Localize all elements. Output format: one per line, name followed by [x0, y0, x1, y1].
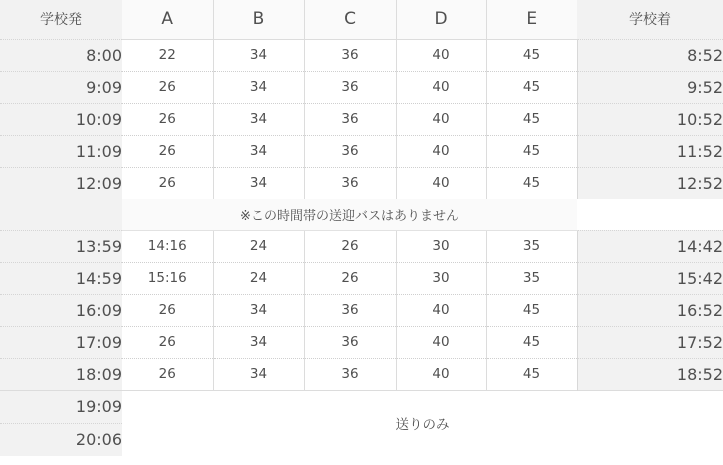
stop-time-a: 14:16 [122, 230, 213, 262]
stop-time-b: 24 [213, 262, 304, 294]
stop-time-c: 36 [304, 294, 396, 326]
stop-time-a: 26 [122, 71, 213, 103]
arrive-time: 10:52 [577, 103, 723, 135]
table-row [0, 230, 723, 262]
stop-time-e: 35 [486, 262, 577, 294]
stop-time-c: 36 [304, 103, 396, 135]
arrive-time: 9:52 [577, 71, 723, 103]
table-row [0, 39, 723, 71]
table-row [0, 390, 723, 423]
arrive-time: 11:52 [577, 135, 723, 167]
stop-time-d: 40 [396, 167, 486, 199]
stop-time-b: 34 [213, 71, 304, 103]
stop-time-c: 36 [304, 358, 396, 390]
stop-time-a: 26 [122, 326, 213, 358]
stop-header-a: A [122, 0, 213, 39]
arrive-time: 15:42 [577, 262, 723, 294]
stop-header-c: C [304, 0, 396, 39]
stop-time-e: 45 [486, 39, 577, 71]
stop-time-c: 36 [304, 71, 396, 103]
stop-time-d: 40 [396, 135, 486, 167]
stop-time-d: 40 [396, 358, 486, 390]
dropoff-only-note: 送りのみ [122, 390, 723, 456]
stop-time-b: 34 [213, 326, 304, 358]
depart-time: 13:59 [0, 230, 122, 262]
depart-time: 9:09 [0, 71, 122, 103]
arrive-time: 8:52 [577, 39, 723, 71]
depart-time: 8:00 [0, 39, 122, 71]
stop-time-e: 45 [486, 135, 577, 167]
stop-time-d: 40 [396, 326, 486, 358]
no-service-row [0, 199, 723, 230]
stop-time-e: 45 [486, 358, 577, 390]
stop-time-b: 34 [213, 358, 304, 390]
stop-time-d: 40 [396, 71, 486, 103]
table-row [0, 103, 723, 135]
depart-time: 16:09 [0, 294, 122, 326]
stop-time-b: 34 [213, 135, 304, 167]
depart-time: 20:06 [0, 423, 122, 456]
depart-time: 17:09 [0, 326, 122, 358]
stop-time-c: 36 [304, 39, 396, 71]
arrive-time: 17:52 [577, 326, 723, 358]
stop-header-e: E [486, 0, 577, 39]
stop-time-e: 45 [486, 103, 577, 135]
arrive-time: 18:52 [577, 358, 723, 390]
table-row [0, 294, 723, 326]
note-right-spacer [577, 199, 723, 230]
stop-time-d: 40 [396, 39, 486, 71]
header-row [0, 0, 723, 39]
stop-time-c: 36 [304, 326, 396, 358]
arrive-time: 16:52 [577, 294, 723, 326]
table-row [0, 326, 723, 358]
table-row [0, 167, 723, 199]
stop-time-a: 26 [122, 358, 213, 390]
depart-time: 18:09 [0, 358, 122, 390]
stop-time-e: 45 [486, 326, 577, 358]
depart-time: 11:09 [0, 135, 122, 167]
table-row [0, 262, 723, 294]
stop-time-b: 34 [213, 294, 304, 326]
stop-time-d: 30 [396, 262, 486, 294]
stop-time-c: 36 [304, 167, 396, 199]
stop-time-d: 30 [396, 230, 486, 262]
table-row [0, 358, 723, 390]
stop-time-c: 36 [304, 135, 396, 167]
depart-header: 学校発 [0, 0, 122, 39]
stop-time-a: 26 [122, 103, 213, 135]
stop-time-e: 35 [486, 230, 577, 262]
no-service-note: ※この時間帯の送迎バスはありません [122, 199, 577, 230]
stop-time-e: 45 [486, 294, 577, 326]
stop-header-b: B [213, 0, 304, 39]
depart-time: 19:09 [0, 390, 122, 423]
table-row [0, 71, 723, 103]
arrive-time: 12:52 [577, 167, 723, 199]
stop-time-b: 24 [213, 230, 304, 262]
stop-time-a: 26 [122, 294, 213, 326]
arrive-header: 学校着 [577, 0, 723, 39]
depart-time: 10:09 [0, 103, 122, 135]
stop-time-a: 22 [122, 39, 213, 71]
stop-time-a: 26 [122, 135, 213, 167]
stop-time-e: 45 [486, 71, 577, 103]
stop-time-b: 34 [213, 39, 304, 71]
depart-time: 12:09 [0, 167, 122, 199]
stop-time-c: 26 [304, 262, 396, 294]
stop-time-d: 40 [396, 294, 486, 326]
stop-time-d: 40 [396, 103, 486, 135]
stop-time-b: 34 [213, 103, 304, 135]
stop-time-a: 26 [122, 167, 213, 199]
stop-time-a: 15:16 [122, 262, 213, 294]
table-row [0, 135, 723, 167]
note-left-spacer [0, 199, 122, 230]
stop-time-c: 26 [304, 230, 396, 262]
depart-time: 14:59 [0, 262, 122, 294]
stop-time-b: 34 [213, 167, 304, 199]
stop-header-d: D [396, 0, 486, 39]
stop-time-e: 45 [486, 167, 577, 199]
arrive-time: 14:42 [577, 230, 723, 262]
